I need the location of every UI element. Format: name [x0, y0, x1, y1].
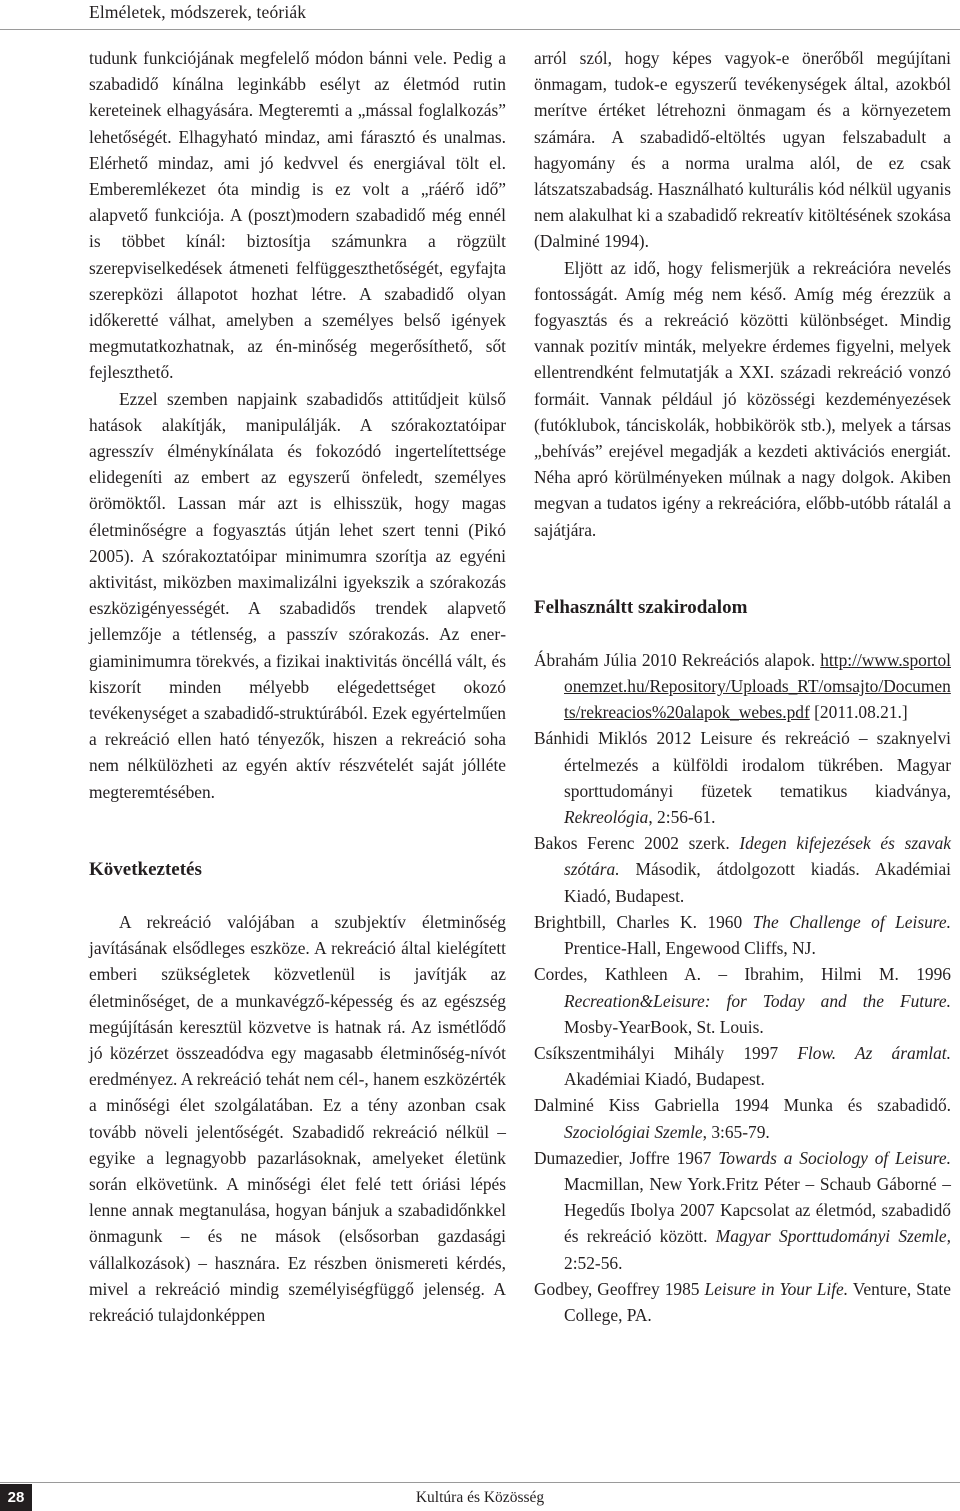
reference-text: Cordes, Kathleen A. – Ibrahim, Hilmi M. 1996: [534, 964, 951, 985]
reference-text: , 3:65-79.: [702, 1121, 770, 1142]
page-number: 28: [0, 1484, 32, 1511]
reference-item: [534, 1092, 951, 1144]
reference-item: [534, 909, 951, 961]
reference-item: [534, 830, 951, 909]
reference-text: Prentice-Hall, Engewood Cliffs, NJ.: [564, 938, 816, 959]
reference-item: [534, 1040, 951, 1092]
reference-title: Recreation&Leisure: for Today and the Future.: [564, 990, 951, 1011]
section-heading-conclusion: Következtetés: [89, 858, 202, 880]
reference-text: Bakos Ferenc 2002 szerk.: [534, 833, 740, 854]
reference-item: [534, 647, 951, 726]
reference-title: Leisure in Your Life.: [704, 1278, 849, 1299]
paragraph: Eljött az idő, hogy felismerjük a rekreációra nevelés fontosságát. Amíg még nem késő. Amíg még érezzük a fogyasztás és a rekreáció közötti különbséget. Mindig vannak pozitív minták, melyekre érdemes figyelni, melyek ellentrendként felmutatják a XXI. századi rekreáció vonzó formáit. Vannak például jó közösségi kezdeményezések (futóklubok, tánciskolák, hobbikörök stb.), melyek a társas „behívás” erejével megadják a kezdeti aktivációs energiát. Néha apró körülményeken múlnak a nagy dolgok. Akiben megvan a tudatos igény a rekreációra, előbb-utóbb rátalál a sajátjára.: [534, 257, 951, 540]
reference-title: Rekreológia: [564, 807, 649, 828]
reference-text: Venture, State College, PA.: [564, 1278, 951, 1325]
reference-title: Szociológiai Szemle: [564, 1121, 703, 1142]
reference-link[interactable]: http://www.sportolonemzet.hu/Repository/Uploads_RT/omsajto/Documents/rekreacios%20alapok_webes.pdf: [564, 649, 951, 723]
reference-title: Towards a Sociology of Leisure.: [718, 1147, 951, 1168]
reference-item: [534, 725, 951, 830]
paragraph: A rekreáció valójában a szubjektív életminőség javításának elsődleges eszköze. A rekreáció által kielégített emberi szükségletek közvetlenül is javítják az életminőséget, de a munkavégző-képesség és az egészség megújításán keresztül közvetve is hatnak rá. Az ismétlődő jó közérzet összeadódva egy magasabb életminőség-nívót eredményez. A rekreáció tehát nem cél-, hanem eszközérték a minőségi élet szolgálatában. Ez a tény azonban csak tovább növeli jelentőségét. Szabadidő rekreáció nélkül – egyike a legnagyobb pazarlásoknak, amelyeket életünk során elkövetünk. A minőségi élet felé tett óriási lépés lenne annak megtanulása, hogyan bánjuk a szabadidőnkkel önmagunk – és ne mások (elsősorban gazdasági vállalkozások) – hasznára. Ez részben önismereti kérdés, mivel a rekreáció mindig személyiségfüggő jelenség. A rekreáció tulajdonképpen: [89, 911, 506, 1325]
reference-title: Magyar Sporttudományi Szemle,: [715, 1226, 952, 1247]
reference-item: [534, 1145, 951, 1276]
reference-title: Idegen kifejezések és szavak szótára.: [564, 833, 951, 880]
reference-text: Ábrahám Júlia 2010 Rekreációs alapok.: [534, 649, 821, 670]
reference-text: Macmillan, New York.Fritz Péter – Schaub Gáborné – Hegedűs Ibolya 2007 Kapcsolat az életmód, szabadidő és rekreáció között.: [564, 1173, 951, 1247]
reference-item: [534, 1276, 951, 1328]
reference-text: Brightbill, Charles K. 1960: [534, 911, 753, 932]
reference-title: Flow. Az áramlat.: [797, 1042, 951, 1063]
reference-title: The Challenge of Leisure.: [752, 911, 951, 932]
reference-text: Dumazedier, Joffre 1967: [534, 1147, 719, 1168]
reference-text: Csíkszentmihályi Mihály 1997: [534, 1042, 798, 1063]
reference-text: Godbey, Geoffrey 1985: [534, 1278, 705, 1299]
reference-text: Mosby-YearBook, St. Louis.: [564, 1016, 764, 1037]
paragraph: Ezzel szemben napjaink szabadidős attitűdjeit külső hatások alakítják, manipulálják. A szórakoztatóipar agresszív élménykínálata és fokozódó ingertelítettsége elidegeníti az embert az egyszerű önfeledt, személyes örömöktől. Lassan már azt is elhisszük, hogy magas életminőségre a fogyasztás útján lehet szert tenni (Pikó 2005). A szórakoztatóipar minimumra szorítja az egyéni aktivitást, miközben maximalizálni igyekszik a szórakozás eszközigényességét. A szabadidős trendek alapvető jellemzője a tétlenség, a passzív szórakozás. Az energiaminimumra törekvés, a fizikai inaktivitás öncéllá vált, és kiszorít minden mélyebb elégedettséget okozó tevékenységet a szabadidő-struktúrából. Ezek egyértelműen a rekreáció ellen ható tényezők, hiszen a rekreáció soha nem nélkülözheti az egyén aktív részvételét saját jólléte megteremtésében.: [89, 388, 506, 802]
page-header: [0, 0, 960, 30]
paragraph: tudunk funkciójának megfelelő módon bánni vele. Pedig a szabadidő kínálna leginkább esélyt az életmód rutin kereteinek elhagyására. Megteremti a „mással foglalkozás” lehetőségét. Elhagyható mindaz, ami fárasztó és unalmas. Elérhető mindaz, ami jó kedvvel és energiával tölt el. Emberemlékezet óta mindig is ez volt a „ráérő idő” alapvető funkciója. A (poszt)modern szabadidő még ennél is többet kínál: biztosítja számunkra a rögzült szerepviselkedések átmeneti felfüggeszthetőségét, egyfajta szerepközi állapotot hozhat létre. A szabadidő olyan időkeretté válhat, amelyben a személyes belső igények megmutatkozhatnak, az én-minőség megerősíthető, sőt fejleszthető.: [89, 48, 506, 383]
reference-text: Második, átdolgozott kiadás. Akadémiai Kiadó, Budapest.: [564, 859, 951, 906]
page-footer: [0, 1482, 960, 1511]
journal-name: Kultúra és Közösség: [415, 1489, 545, 1506]
reference-item: [534, 961, 951, 1040]
reference-text: 2:52-56.: [564, 1252, 623, 1273]
reference-list: [534, 647, 951, 1328]
right-column: [534, 45, 951, 1328]
paragraph: arról szól, hogy képes vagyok-e önerőből megújítani önmagam, tudok-e egyszerű tevékenységek által, azokból merítve értéket létrehozni önmagam és a környezetem számára. A szabadidő-eltöltés ugyan felszabadult a hagyomány és a norma uralma alól, de ez csak látszatszabadság. Használható kulturális kód nélkül ugyanis nem alakulhat ki a szabadidő rekreatív kitöltésének szokása (Dalminé 1994).: [534, 48, 951, 252]
reference-text: , 2:56-61.: [648, 807, 716, 828]
reference-text: Akadémiai Kiadó, Budapest.: [564, 1069, 765, 1090]
running-header-title: Elméletek, módszerek, teóriák: [89, 2, 307, 22]
left-column: [89, 45, 506, 1328]
reference-text: [2011.08.21.]: [809, 702, 908, 723]
reference-text: Bánhidi Miklós 2012 Leisure és rekreáció – szaknyelvi értelmezés a külföldi irodalom tükrében. Magyar sporttudományi füzetek tematikus kiadványa,: [534, 728, 951, 801]
reference-text: Dalminé Kiss Gabriella 1994 Munka és szabadidő.: [534, 1095, 951, 1116]
section-heading-references: Felhasználtt szakirodalom: [534, 596, 748, 618]
